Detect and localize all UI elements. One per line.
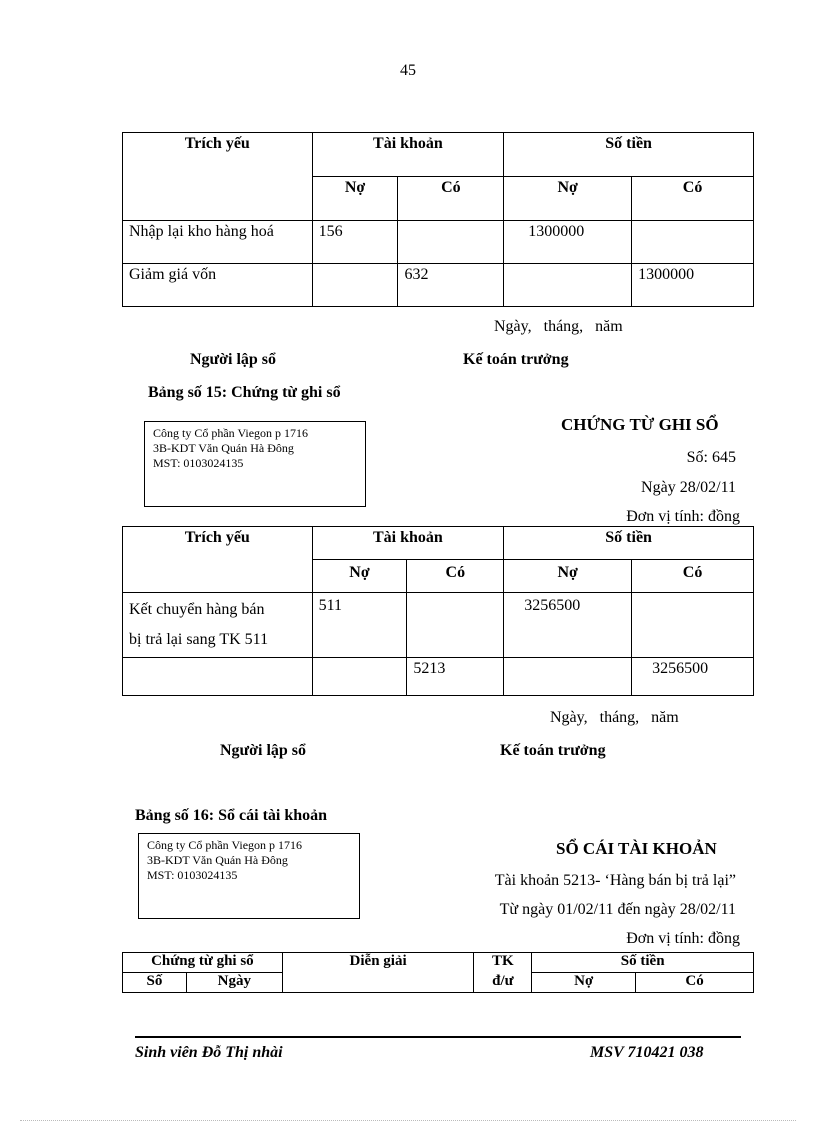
header-tien-no: Nợ (504, 560, 632, 593)
row-tk-co (398, 221, 504, 264)
page-number: 45 (400, 62, 416, 79)
company-tax-code: MST: 0103024135 (147, 868, 238, 882)
row-desc: Nhập lại kho hàng hoá (123, 221, 313, 264)
header-co: Có (636, 973, 754, 993)
header-trich-yeu: Trích yếu (123, 133, 313, 221)
company-address: 3B-KDT Văn Quán Hà Đông (153, 441, 294, 455)
row-tk-no: 511 (312, 593, 407, 658)
company-box-15 (144, 421, 366, 507)
header-ngay: Ngày (186, 973, 282, 993)
company-box-16 (138, 833, 360, 919)
journal-table-1 (122, 132, 754, 307)
row-desc (123, 593, 313, 658)
company-name: Công ty Cổ phần Viegon p 1716 (153, 426, 309, 440)
row-tien-co: 3256500 (632, 658, 754, 696)
unit-16: Đơn vị tính: đồng (626, 930, 740, 947)
header-so-tien: Số tiền (504, 527, 754, 560)
header-tien-co: Có (632, 560, 754, 593)
header-tien-co: Có (632, 177, 754, 221)
footer-student: Sinh viên Đỗ Thị nhài (135, 1044, 283, 1061)
header-tk-no: Nợ (312, 177, 398, 221)
header-so-tien: Số tiền (504, 133, 754, 177)
header-tien-no: Nợ (504, 177, 632, 221)
account-16: Tài khoản 5213- ‘Hàng bán bị trả lại” (494, 872, 736, 889)
company-tax-code: MST: 0103024135 (153, 456, 244, 470)
row-tk-no (312, 658, 407, 696)
row-desc-line-2: bị trả lại sang TK 511 (129, 631, 269, 648)
header-tk-co: Có (407, 560, 504, 593)
header-so-tien: Số tiền (532, 953, 754, 973)
row-tien-no: 1300000 (504, 221, 632, 264)
sign2-date: Ngày, tháng, năm (550, 709, 679, 726)
period-16: Từ ngày 01/02/11 đến ngày 28/02/11 (499, 901, 736, 918)
row-tk-co (407, 593, 504, 658)
header-chung-tu: Chứng từ ghi sổ (123, 953, 283, 973)
sign2-chief: Kế toán trưởng (500, 742, 606, 759)
header-so: Số (123, 973, 187, 993)
doc-date-15: Ngày 28/02/11 (641, 479, 736, 496)
footer-divider (135, 1036, 741, 1038)
sign1-preparer: Người lập sổ (190, 351, 277, 368)
row-tk-no (312, 264, 398, 307)
row-tk-no: 156 (312, 221, 398, 264)
header-dien-giai: Diễn giải (282, 953, 474, 993)
header-tai-khoan: Tài khoản (312, 527, 504, 560)
row-tien-no (504, 264, 632, 307)
footer-msv: MSV 710421 038 (590, 1044, 704, 1061)
row-tk-co: 632 (398, 264, 504, 307)
ledger-table-3 (122, 952, 754, 993)
table-row (123, 593, 754, 658)
header-tk-co: Có (398, 177, 504, 221)
row-tien-no: 3256500 (504, 593, 632, 658)
header-tai-khoan: Tài khoản (312, 133, 504, 177)
unit-15: Đơn vị tính: đồng (626, 508, 740, 525)
header-tk-no: Nợ (312, 560, 407, 593)
sign1-date: Ngày, tháng, năm (494, 318, 623, 335)
company-address: 3B-KDT Văn Quán Hà Đông (147, 853, 288, 867)
row-tien-no (504, 658, 632, 696)
sign1-chief: Kế toán trưởng (463, 351, 569, 368)
table-row (123, 221, 754, 264)
header-du: đ/ư (474, 973, 532, 993)
caption-15: Bảng số 15: Chứng từ ghi sổ (148, 384, 341, 401)
table-row (123, 264, 754, 307)
page-bottom-rule (20, 1120, 796, 1121)
row-tien-co (632, 221, 754, 264)
sign2-preparer: Người lập sổ (220, 742, 307, 759)
caption-16: Bảng số 16: Sổ cái tài khoản (135, 807, 328, 824)
row-tien-co (632, 593, 754, 658)
doc-title-15: CHỨNG TỪ GHI SỔ (561, 415, 719, 434)
header-tk: TK (474, 953, 532, 973)
row-tk-co: 5213 (407, 658, 504, 696)
journal-table-2 (122, 526, 754, 696)
doc-number-15: Số: 645 (686, 449, 736, 466)
row-tien-co: 1300000 (632, 264, 754, 307)
row-desc (123, 658, 313, 696)
table-row (123, 658, 754, 696)
header-trich-yeu: Trích yếu (123, 527, 313, 593)
company-name: Công ty Cổ phần Viegon p 1716 (147, 838, 303, 852)
row-desc: Giảm giá vốn (123, 264, 313, 307)
header-no: Nợ (532, 973, 636, 993)
row-desc-line-1: Kết chuyển hàng bán (129, 601, 265, 618)
doc-title-16: SỔ CÁI TÀI KHOẢN (556, 839, 717, 858)
